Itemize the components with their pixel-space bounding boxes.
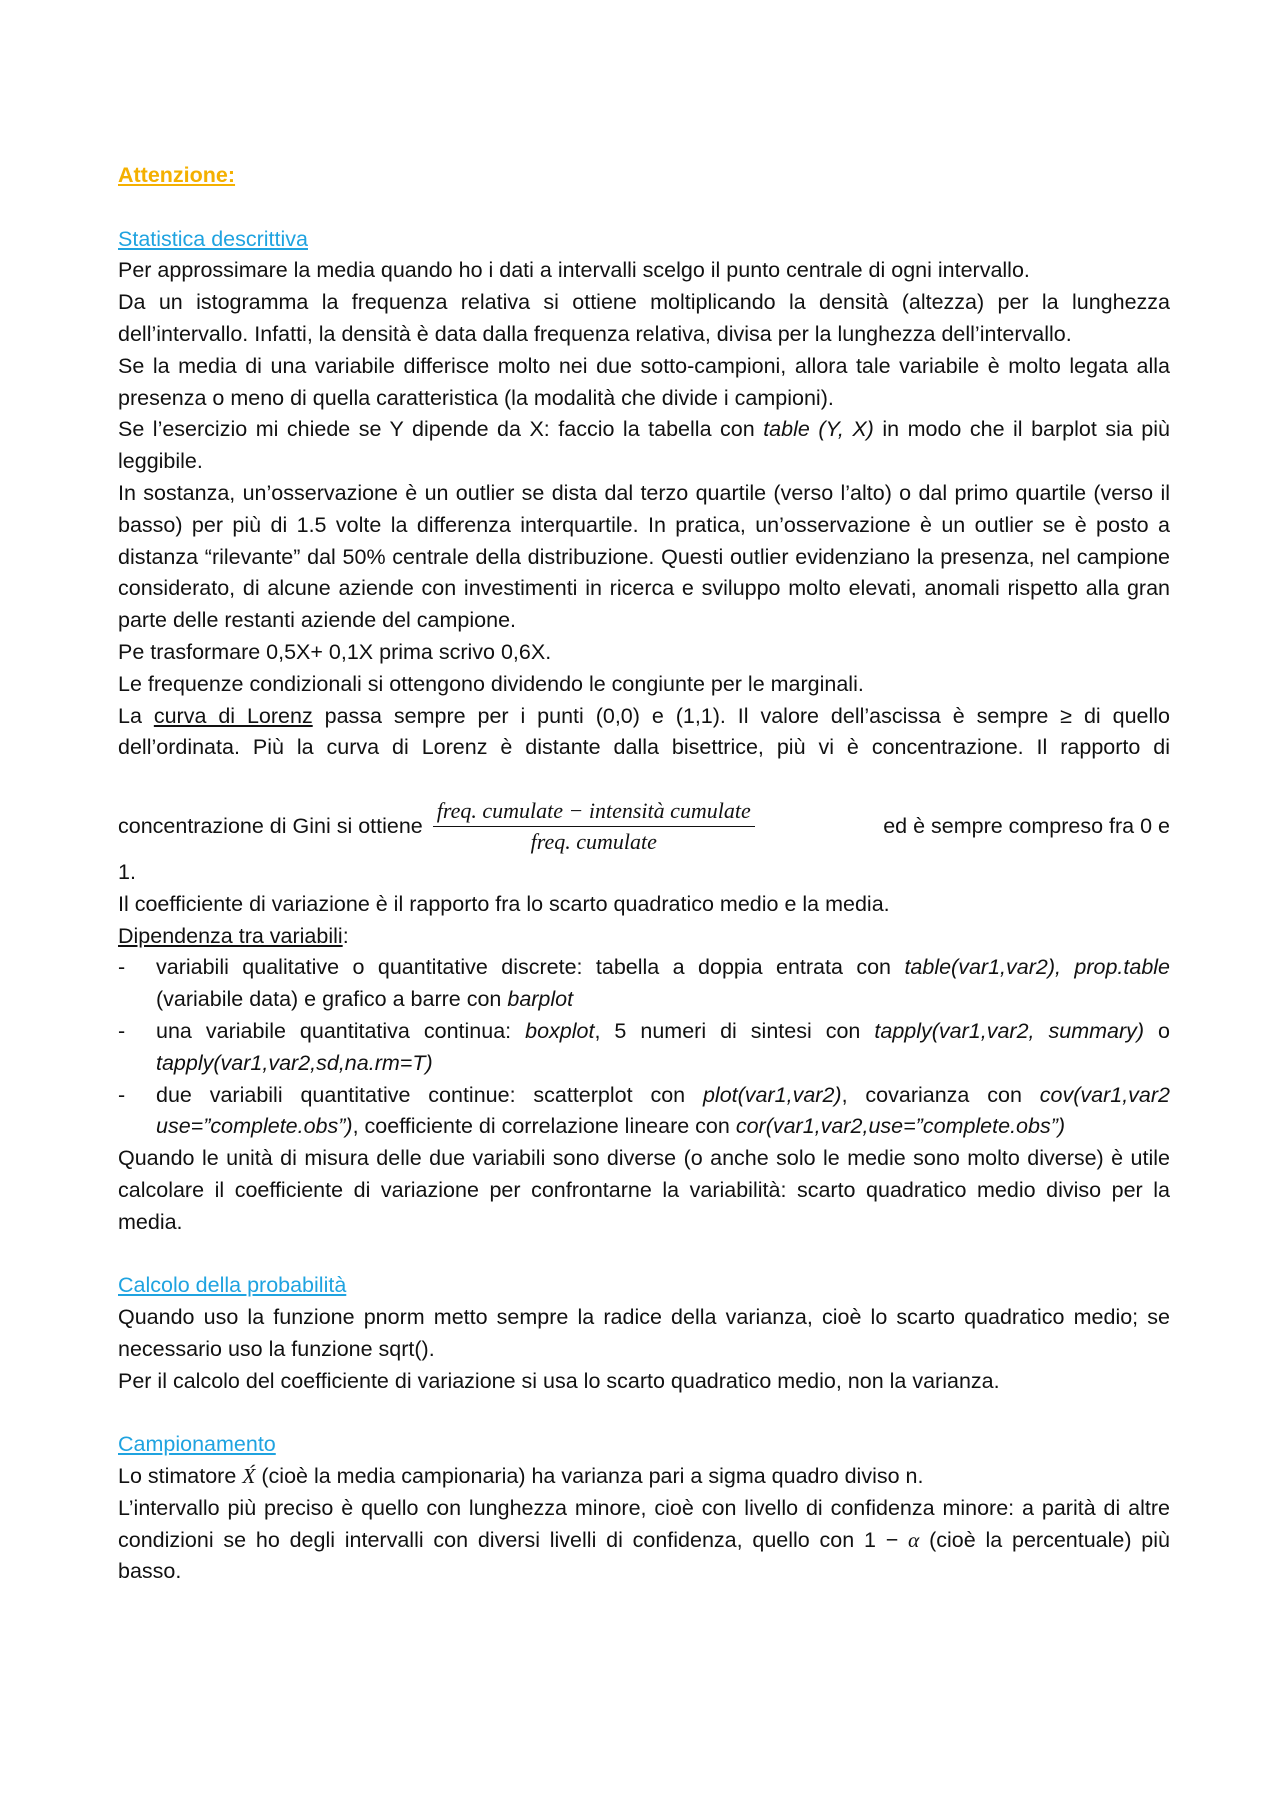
list-item: - due variabili quantitative continue: scatterplot con plot(var1,var2), covarianza con cov(var1,var2 use=”complete.obs”), coefficiente di correlazione lineare con cor(var1,var2,use=”complete.obs”): [118, 1080, 1170, 1144]
dependence-heading: Dipendenza tra variabili:: [118, 923, 349, 948]
paragraph: Lo stimatore X́ (cioè la media campionaria) ha varianza pari a sigma quadro diviso n.: [118, 1464, 924, 1489]
fraction-denominator: freq. cumulate: [530, 828, 657, 854]
paragraph: Pe trasformare 0,5X+ 0,1X prima scrivo 0,6X.: [118, 639, 552, 664]
paragraph: Per approssimare la media quando ho i dati a intervalli scelgo il punto centrale di ogni intervallo.: [118, 258, 1030, 283]
warning-heading: Attenzione:: [118, 163, 236, 187]
spacer: [118, 192, 1170, 224]
paragraph: In sostanza, un’osservazione è un outlier se dista dal terzo quartile (verso l’alto) o dal primo quartile (verso il basso) per più di 1.5 volte la differenza interquartile. In pratica, un’osservazione è un outlier se è posto a distanza “rilevante” dal 50% centrale della distribuzione. Questi outlier evidenziano la presenza, nel campione considerato, di alcune aziende con investimenti in ricerca e sviluppo molto elevati, anomali rispetto alla gran parte delle restanti aziende del campione.: [118, 480, 1170, 633]
paragraph: Se la media di una variabile differisce molto nei due sotto-campioni, allora tale variabile è molto legata alla presenza o meno di quella caratteristica (la modalità che divide i campioni).: [118, 353, 1170, 410]
paragraph: Le frequenze condizionali si ottengono dividendo le congiunte per le marginali.: [118, 671, 864, 696]
paragraph: Da un istogramma la frequenza relativa si ottiene moltiplicando la densità (altezza) per la lunghezza dell’intervallo. Infatti, la densità è data dalla frequenza relativa, divisa per la lunghezza dell’intervallo.: [118, 290, 1170, 346]
spacer: [118, 1397, 1170, 1429]
paragraph: Il coefficiente di variazione è il rapporto fra lo scarto quadratico medio e la media.: [118, 891, 890, 916]
section-heading-descrittiva: Statistica descrittiva: [118, 226, 308, 251]
lorenz-term: curva di Lorenz: [153, 703, 313, 728]
alpha-symbol: α: [908, 1527, 920, 1552]
list-item: - variabili qualitative o quantitative discrete: tabella a doppia entrata con table(var1,var2), prop.table (variabile data) e grafico a barre con barplot: [118, 952, 1170, 1016]
paragraph: Quando uso la funzione pnorm metto sempre la radice della varianza, cioè lo scarto quadratico medio; se necessario uso la funzione sqrt().: [118, 1305, 1170, 1361]
paragraph: Quando le unità di misura delle due variabili sono diverse (o anche solo le medie sono molto diverse) è utile calcolare il coefficiente di variazione per confrontarne la variabilità: scarto quadratico medio diviso per la media.: [118, 1146, 1170, 1234]
paragraph: Se l’esercizio mi chiede se Y dipende da X: faccio la tabella con table (Y, X) in modo che il barplot sia più leggibile.: [118, 417, 1171, 474]
spacer: [118, 1239, 1170, 1271]
paragraph: Per il calcolo del coefficiente di variazione si usa lo scarto quadratico medio, non la varianza.: [118, 1368, 1000, 1393]
code-inline: table (Y, X): [763, 417, 874, 442]
gini-fraction: [433, 796, 755, 857]
paragraph: La curva di Lorenz passa sempre per i punti (0,0) e (1,1). Il valore dell’ascissa è sempre ≥ di quello dell’ordinata. Più la curva di Lorenz è distante dalla bisettrice, più vi è concentrazione. Il rapporto di: [118, 703, 1170, 760]
list-item: - una variabile quantitativa continua: boxplot, 5 numeri di sintesi con tapply(var1,var2, summary) o tapply(var1,var2,sd,na.rm=T): [118, 1016, 1170, 1080]
paragraph: L’intervallo più preciso è quello con lunghezza minore, cioè con livello di confidenza minore: a parità di altre condizioni se ho degli intervalli con diversi livelli di confidenza, quello con 1 − α (cioè la percentuale) più basso.: [118, 1495, 1170, 1584]
gini-formula-line: concentrazione di Gini si ottiene $\frac{\text{freq. cumulate − intensità cumulate}}{\text{freq. cumulate}}$ ed è sempre compreso fra 0 e: [118, 796, 1170, 857]
dependence-list: [118, 952, 1170, 1143]
fraction-numerator: freq. cumulate − intensità cumulate: [433, 796, 755, 827]
document-content: [118, 160, 1170, 1588]
section-heading-campionamento: Campionamento: [118, 1432, 276, 1457]
estimator-symbol: X́: [242, 1464, 256, 1489]
paragraph: 1.: [118, 859, 136, 884]
section-heading-probabilita: Calcolo della probabilità: [118, 1273, 347, 1298]
